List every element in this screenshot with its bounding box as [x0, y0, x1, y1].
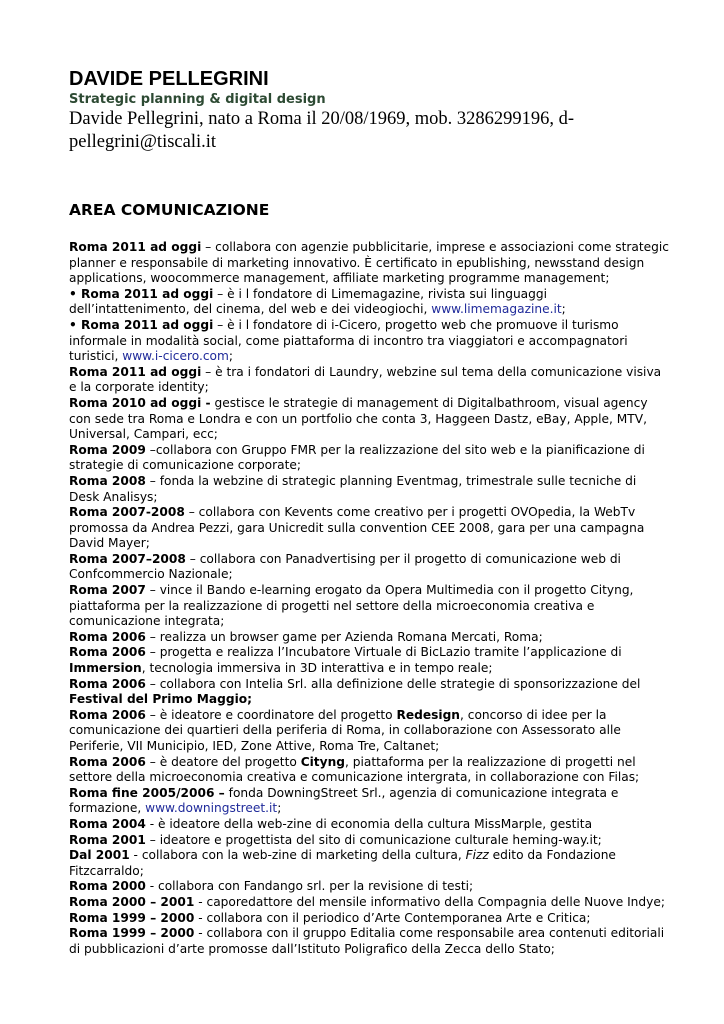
entry-text: – fonda la webzine di strategic planning Eventmag, trimestrale sulle tecniche di Desk Analisys; — [69, 473, 637, 504]
entry-date: Roma 2001 — [69, 832, 146, 847]
experience-entry — [69, 817, 669, 833]
entry-date: Roma 2011 ad oggi — [69, 364, 202, 379]
entry-link[interactable]: www.limemagazine.it — [431, 302, 562, 317]
entry-text: – progetta e realizza l’Incubatore Virtuale di BicLazio tramite l’applicazione di — [145, 645, 622, 660]
experience-entry — [69, 708, 669, 755]
entry-date: Roma 1999 – 2000 — [69, 910, 195, 925]
entry-text: – collabora con Intelia Srl. alla definizione delle strategie di sponsorizzazione del — [145, 676, 641, 691]
entry-tail: , concorso di idee per la comunicazione dei quartieri della periferia di Roma, in collaborazione con Assessorato alle Periferie, VII Municipio, IED, Zone Attive, Roma Tre, Caltanet; — [69, 707, 621, 753]
entry-date: Roma 2006 — [69, 707, 146, 722]
entry-date: Roma fine 2005/2006 – — [69, 785, 225, 800]
entry-highlight: Redesign — [396, 707, 460, 722]
entry-text: fonda DowningStreet Srl., agenzia di comunicazione integrata e formazione, — [69, 785, 619, 816]
entry-date: Roma 2000 – 2001 — [69, 894, 195, 909]
experience-entry — [69, 786, 669, 817]
entry-highlight: Festival del Primo Maggio; — [69, 692, 253, 707]
experience-entry — [69, 911, 669, 927]
entry-date: Roma 1999 – 2000 — [69, 926, 195, 941]
entry-tail: ; — [561, 302, 566, 317]
experience-entry — [69, 895, 669, 911]
experience-entry — [69, 396, 669, 443]
experience-entry — [69, 365, 669, 396]
experience-entry — [69, 240, 669, 287]
entry-highlight: Cityng — [300, 754, 345, 769]
entry-text: - collabora con il gruppo Editalia come responsabile area contenuti editoriali di pubblicazioni d’arte promosse dall’Istituto Poligrafico della Zecca dello Stato; — [69, 926, 665, 956]
experience-entry — [69, 505, 669, 552]
professional-subtitle: Strategic planning & digital design — [69, 92, 326, 107]
entry-text: – vince il Bando e-learning erogato da Opera Multimedia con il progetto Cityng, piattaforma per la realizzazione di progetti nel settore della microeconomia creativa e comunicazione integrata; — [69, 583, 634, 629]
entry-date: Roma 2006 — [69, 629, 146, 644]
experience-entry — [69, 630, 669, 646]
contact-line: Davide Pellegrini, nato a Roma il 20/08/1969, mob. 3286299196, d-pellegrini@tiscali.it — [69, 109, 575, 152]
entry-text: - collabora con il periodico d’Arte Contemporanea Arte e Critica; — [194, 910, 591, 925]
entry-text: - collabora con la web-zine di marketing della cultura, — [129, 848, 466, 863]
entry-date: Roma 2009 — [69, 442, 146, 457]
experience-entry — [69, 443, 669, 474]
entry-text: - collabora con Fandango srl. per la revisione di testi; — [145, 879, 474, 894]
entry-text: – è i l fondatore di Limemagazine, rivista sui linguaggi dell’intattenimento, del cinema, del web e dei videogiochi, — [69, 286, 547, 317]
experience-entry — [69, 552, 669, 583]
entry-date: Roma 2011 ad oggi — [69, 240, 202, 254]
entry-date: Roma 2010 ad oggi - — [69, 395, 211, 410]
entry-tail: ; — [277, 801, 282, 816]
entry-link[interactable]: www.i-cicero.com — [122, 349, 229, 364]
entry-tail: ; — [228, 349, 233, 364]
experience-entry — [69, 926, 669, 957]
experience-entry — [69, 755, 669, 786]
experience-entry — [69, 287, 669, 318]
entry-date: Dal 2001 — [69, 848, 130, 863]
experience-entry — [69, 848, 669, 879]
entry-text: – è tra i fondatori di Laundry, webzine sul tema della comunicazione visiva e la corporate identity; — [69, 364, 662, 395]
entry-tail: , tecnologia immersiva in 3D interattiva e in tempo reale; — [141, 661, 493, 676]
entry-text: – è deatore del progetto — [145, 754, 301, 769]
person-name: DAVIDE PELLEGRINI — [69, 68, 269, 90]
experience-list — [69, 240, 669, 957]
entry-italic: Fizz — [465, 848, 489, 863]
entry-tail: edito da Fondazione Fitzcarraldo; — [69, 848, 616, 878]
entry-text: - caporedattore del mensile informativo della Compagnia delle Nuove Indye; — [194, 894, 665, 909]
entry-date: Roma 2000 — [69, 879, 146, 894]
entry-date: • Roma 2011 ad oggi — [69, 317, 214, 332]
experience-entry — [69, 833, 669, 849]
section-title: AREA COMUNICAZIONE — [69, 201, 270, 219]
entry-text: – ideatore e progettista del sito di comunicazione culturale heming-way.it; — [145, 832, 602, 847]
entry-text: – collabora con Kevents come creativo per i progetti OVOpedia, la WebTv promossa da Andrea Pezzi, gara Unicredit sulla convention CEE 2008, gara per una campagna David Mayer; — [69, 505, 645, 551]
entry-date: Roma 2008 — [69, 473, 146, 488]
entry-date: Roma 2004 — [69, 816, 146, 831]
entry-text: –collabora con Gruppo FMR per la realizzazione del sito web e la pianificazione di strategie di comunicazione corporate; — [69, 442, 645, 473]
experience-entry — [69, 583, 669, 630]
entry-date: Roma 2007-2008 — [69, 505, 185, 520]
entry-text: – è ideatore e coordinatore del progetto — [145, 707, 397, 722]
entry-link[interactable]: www.downingstreet.it — [145, 801, 278, 816]
entry-text: gestisce le strategie di management di Digitalbathroom, visual agency con sede tra Roma e Londra e con un portfolio che conta 3, Haggeen Dastz, eBay, Apple, MTV, Universal, Campari, ecc; — [69, 395, 648, 442]
entry-tail: , piattaforma per la realizzazione di progetti nel settore della microeconomia creativa e comunicazione intergrata, in collaborazione con Filas; — [69, 754, 640, 785]
entry-date: Roma 2006 — [69, 676, 146, 691]
entry-date: Roma 2007–2008 — [69, 551, 186, 566]
cv-page — [69, 66, 669, 957]
entry-text: – è i l fondatore di i-Cicero, progetto web che promuove il turismo informale in modalità social, come piattaforma di incontro tra viaggiatori e accompagnatori turistici, — [69, 317, 628, 364]
entry-date: Roma 2007 — [69, 583, 146, 598]
entry-date: Roma 2006 — [69, 645, 146, 660]
entry-text: - è ideatore della web-zine di economia della cultura MissMarple, gestita — [145, 816, 593, 831]
experience-entry — [69, 645, 669, 676]
experience-entry — [69, 677, 669, 708]
entry-highlight: Immersion — [69, 661, 142, 676]
entry-date: • Roma 2011 ad oggi — [69, 286, 214, 301]
entry-text: – realizza un browser game per Azienda Romana Mercati, Roma; — [145, 629, 543, 644]
entry-text: – collabora con agenzie pubblicitarie, imprese e associazioni come strategic planner e responsabile di marketing innovativo. È certificato in epublishing, newsstand design applications, woocommerce management, affiliate marketing programme management; — [69, 240, 669, 286]
experience-entry — [69, 318, 669, 365]
entry-text: – collabora con Panadvertising per il progetto di comunicazione web di Confcommercio Nazionale; — [69, 551, 621, 582]
experience-entry — [69, 879, 669, 895]
experience-entry — [69, 474, 669, 505]
entry-date: Roma 2006 — [69, 754, 146, 769]
